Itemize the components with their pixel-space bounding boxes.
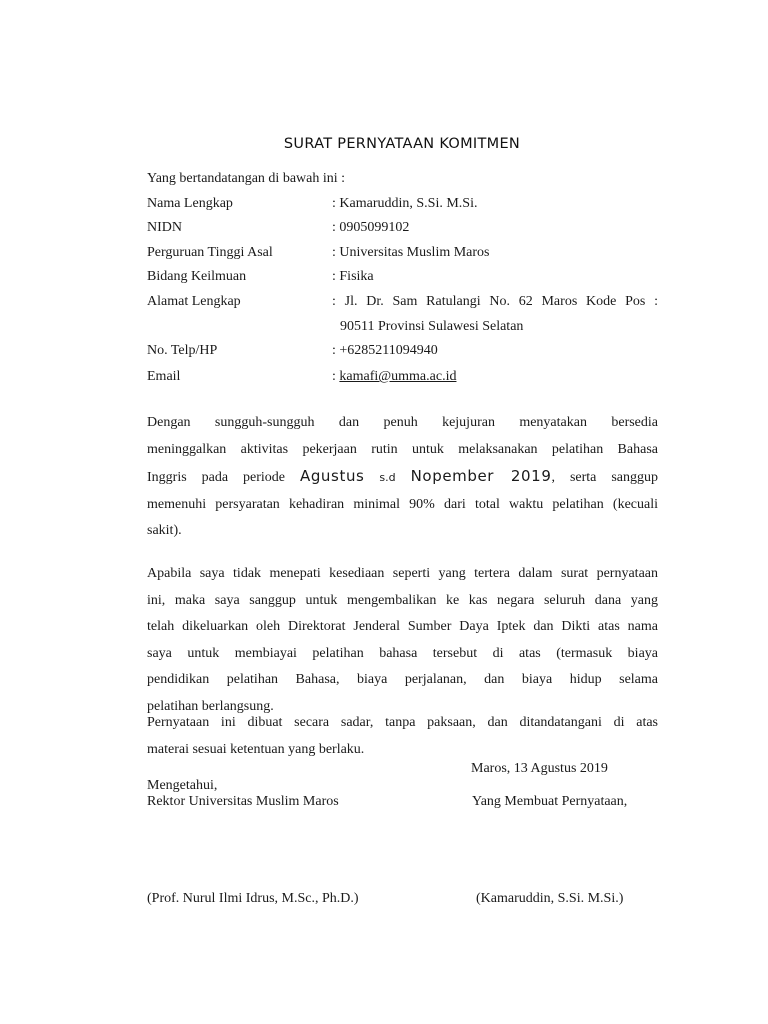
rector-signature-name: (Prof. Nurul Ilmi Idrus, M.Sc., Ph.D.) — [147, 891, 359, 906]
field-value: : Fisika — [332, 269, 374, 284]
paragraph-line-period — [147, 463, 658, 492]
field-label: Nama Lengkap — [147, 196, 233, 211]
field-value: : 0905099102 — [332, 220, 410, 235]
period-separator: s.d — [364, 471, 411, 484]
field-label: No. Telp/HP — [147, 343, 218, 358]
paragraph-line: Pernyataan ini dibuat secara sadar, tanpa paksaan, dan ditandatangani di atas — [147, 715, 658, 730]
paragraph-line: Dengan sungguh-sungguh dan penuh kejujuran menyatakan bersedia — [147, 415, 658, 430]
field-label: Email — [147, 369, 181, 384]
period-end-month: Nopember 2019 — [410, 467, 552, 485]
email-link[interactable]: kamafi@umma.ac.id — [339, 369, 457, 384]
paragraph-line: materai sesuai ketentuan yang berlaku. — [147, 741, 365, 757]
field-label: Perguruan Tinggi Asal — [147, 245, 273, 260]
address-value-line1: : Jl. Dr. Sam Ratulangi No. 62 Maros Kode Pos : — [332, 294, 658, 309]
email-value — [332, 369, 456, 385]
paragraph-line: meninggalkan aktivitas pekerjaan rutin untuk melaksanakan pelatihan Bahasa — [147, 441, 658, 457]
commitment-paragraph — [147, 410, 658, 545]
field-label: NIDN — [147, 220, 182, 235]
email-colon: : — [332, 369, 340, 384]
paragraph-line: pelatihan berlangsung. — [147, 698, 274, 714]
paragraph-line: sakit). — [147, 523, 182, 538]
paragraph-line: memenuhi persyaratan kehadiran minimal 90% dari total waktu pelatihan (kecuali — [147, 496, 658, 512]
acknowledged-label: Mengetahui, — [147, 778, 218, 793]
paragraph-line: telah dikeluarkan oleh Direktorat Jenderal Sumber Daya Iptek dan Dikti atas nama — [147, 619, 658, 634]
paragraph-line: ini, maka saya sanggup untuk mengembalikan ke kas negara seluruh dana yang — [147, 592, 658, 608]
field-value: : Universitas Muslim Maros — [332, 245, 490, 260]
rector-title: Rektor Universitas Muslim Maros — [147, 794, 339, 809]
paragraph-line: Apabila saya tidak menepati kesediaan seperti yang tertera dalam surat pernyataan — [147, 566, 658, 581]
field-label: Alamat Lengkap — [147, 294, 241, 309]
refund-paragraph — [147, 561, 658, 720]
period-prefix: Inggris pada periode — [147, 470, 300, 485]
period-suffix: , serta sanggup — [551, 470, 658, 485]
field-value: : Kamaruddin, S.Si. M.Si. — [332, 196, 478, 211]
paragraph-line: pendidikan pelatihan Bahasa, biaya perjalanan, dan biaya hidup selama — [147, 672, 658, 687]
intro-text: Yang bertandatangan di bawah ini : — [147, 171, 346, 186]
period-start-month: Agustus — [299, 467, 365, 485]
place-and-date: Maros, 13 Agustus 2019 — [471, 761, 608, 776]
field-value: : +6285211094940 — [332, 343, 438, 358]
field-label: Bidang Keilmuan — [147, 269, 247, 284]
document-title: SURAT PERNYATAAN KOMITMEN — [283, 136, 521, 152]
address-value-line2: 90511 Provinsi Sulawesi Selatan — [340, 319, 524, 334]
maker-signature-name: (Kamaruddin, S.Si. M.Si.) — [476, 891, 624, 906]
declaration-paragraph — [147, 710, 658, 763]
paragraph-line: saya untuk membiayai pelatihan bahasa tersebut di atas (termasuk biaya — [147, 645, 658, 661]
maker-title: Yang Membuat Pernyataan, — [472, 794, 628, 809]
